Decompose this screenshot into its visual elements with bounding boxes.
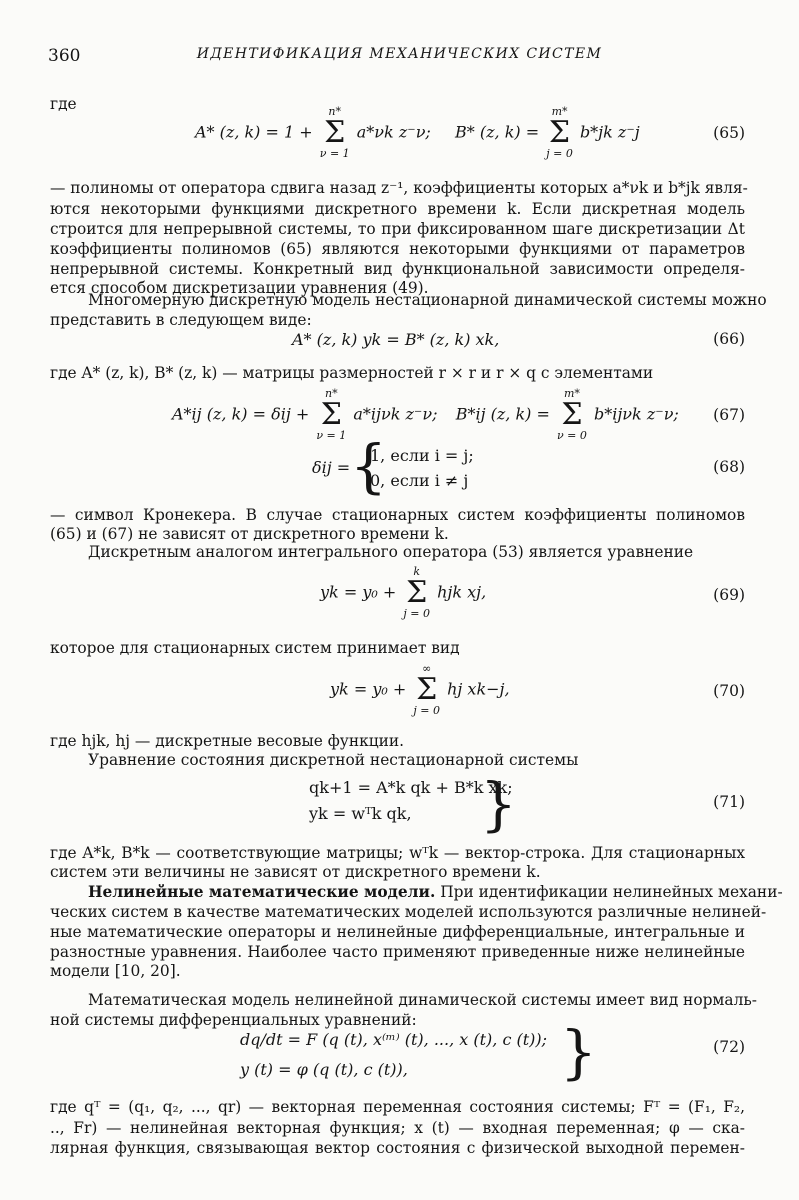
eq65-b-term: b*jk z⁻j — [579, 122, 640, 142]
equation-65 — [195, 106, 640, 160]
equation-number: (70) — [713, 682, 745, 700]
text-line: ные математические операторы и нелинейные дифференциальные, интегральные и — [50, 923, 745, 941]
sum-symbol: n* Σ ν = 1 — [316, 387, 347, 442]
eq67-b-term: b*ijνk z⁻ν; — [593, 404, 679, 424]
eq65-a-lhs: A* (z, k) = 1 + — [195, 122, 313, 142]
eq69-lhs: yk = y₀ + — [320, 582, 397, 602]
text-line: Дискретным аналогом интегрального оператора (53) является уравнение — [88, 543, 694, 561]
sum-symbol: m* Σ j = 0 — [546, 105, 573, 160]
section-heading: Нелинейные математические модели. — [88, 883, 436, 901]
eq69-term: hjk xj, — [437, 582, 487, 602]
eq65-b-lhs: B* (z, k) = — [455, 122, 540, 142]
equation-67 — [172, 388, 679, 442]
eq65-a-term: a*νk z⁻ν; — [356, 122, 431, 142]
equation-68-lhs: δij = — [312, 458, 351, 477]
right-brace: } — [560, 1018, 597, 1086]
text-line — [88, 882, 783, 902]
eq70-term: hj xk−j, — [447, 679, 510, 699]
equation-number: (69) — [713, 586, 745, 604]
equation-71-line2: yk = wᵀk qk, — [309, 804, 412, 823]
text-line: модели [10, 20]. — [50, 962, 181, 980]
equation-70 — [330, 663, 510, 717]
equation-69 — [320, 566, 486, 620]
text-line: лярная функция, связывающая вектор состояния с физической выходной перемен- — [50, 1139, 745, 1157]
text-line: систем эти величины не зависят от дискретного времени k. — [50, 863, 541, 881]
equation-68-case1: 1, если i = j; — [370, 446, 474, 465]
text-line: коэффициенты полиномов (65) являются некоторыми функциями от параметров — [50, 240, 745, 258]
text-line: ется способом дискретизации уравнения (49). — [50, 279, 429, 297]
equation-number: (67) — [713, 406, 745, 424]
equation-68-case2: 0, если i ≠ j — [370, 471, 469, 490]
text-line: где qᵀ = (q₁, q₂, ..., qr) — векторная переменная состояния системы; Fᵀ = (F₁, F₂, — [50, 1098, 745, 1116]
equation-number: (72) — [713, 1038, 745, 1056]
text-line: .., Fr) — нелинейная векторная функция; x (t) — входная переменная; φ — ска- — [50, 1119, 745, 1137]
eq67-a-lhs: A*ij (z, k) = δij + — [172, 404, 310, 424]
eq70-lhs: yk = y₀ + — [330, 679, 407, 699]
text-line: Многомерную дискретную модель нестационарной динамической системы можно — [88, 291, 767, 309]
sum-symbol: m* Σ ν = 0 — [556, 387, 587, 442]
eq67-a-term: a*ijνk z⁻ν; — [353, 404, 438, 424]
text-line: где — [50, 95, 77, 113]
text-line: разностные уравнения. Наиболее часто применяют приведенные ниже нелинейные — [50, 943, 745, 961]
text-line: (65) и (67) не зависят от дискретного времени k. — [50, 525, 449, 543]
text-line: — полиномы от оператора сдвига назад z⁻¹, коэффициенты которых a*νk и b*jk явля- — [50, 179, 748, 197]
sum-symbol: k Σ j = 0 — [403, 565, 430, 620]
text-line: Математическая модель нелинейной динамической системы имеет вид нормаль- — [88, 991, 757, 1009]
text-line: где A*k, B*k — соответствующие матрицы; wᵀk — вектор-строка. Для стационарных — [50, 844, 745, 862]
equation-72-line1: dq/dt = F (q (t), x⁽ᵐ⁾ (t), ..., x (t), c (t)); — [240, 1030, 548, 1049]
equation-71-line1: qk+1 = A*k qk + B*k x̃k; — [309, 778, 513, 797]
equation-number: (66) — [713, 330, 745, 348]
text-line: непрерывной системы. Конкретный вид функциональной зависимости определя- — [50, 260, 745, 278]
equation-72-line2: y (t) = φ (q (t), c (t)), — [240, 1060, 408, 1079]
page-number: 360 — [48, 46, 81, 66]
equation-number: (71) — [713, 793, 745, 811]
text-line: ческих систем в качестве математических моделей используются различные нелиней- — [50, 903, 767, 921]
sum-symbol: ∞ Σ j = 0 — [413, 662, 440, 717]
eq67-b-lhs: B*ij (z, k) = — [455, 404, 550, 424]
equation-number: (68) — [713, 458, 745, 476]
sum-symbol: n* Σ ν = 1 — [319, 105, 350, 160]
running-head: ИДЕНТИФИКАЦИЯ МЕХАНИЧЕСКИХ СИСТЕМ — [196, 46, 603, 62]
equation-number: (65) — [713, 124, 745, 142]
text-line: Уравнение состояния дискретной нестационарной системы — [88, 751, 579, 769]
text-line: строится для непрерывной системы, то при фиксированном шаге дискретизации Δt — [50, 220, 745, 238]
text-line: ной системы дифференциальных уравнений: — [50, 1011, 417, 1029]
text-span: При идентификации нелинейных механи- — [435, 883, 783, 901]
text-line: которое для стационарных систем принимает вид — [50, 639, 460, 657]
text-line: где hjk, hj — дискретные весовые функции. — [50, 732, 405, 750]
text-line: представить в следующем виде: — [50, 311, 312, 329]
text-line: где A* (z, k), B* (z, k) — матрицы размерностей r × r и r × q с элементами — [50, 364, 654, 382]
equation-66: A* (z, k) yk = B* (z, k) xk, — [292, 330, 500, 349]
text-line: — символ Кронекера. В случае стационарных систем коэффициенты полиномов — [50, 506, 745, 524]
text-line: ются некоторыми функциями дискретного времени k. Если дискретная модель — [50, 200, 745, 218]
right-brace: } — [480, 770, 517, 838]
left-brace: { — [350, 432, 387, 500]
